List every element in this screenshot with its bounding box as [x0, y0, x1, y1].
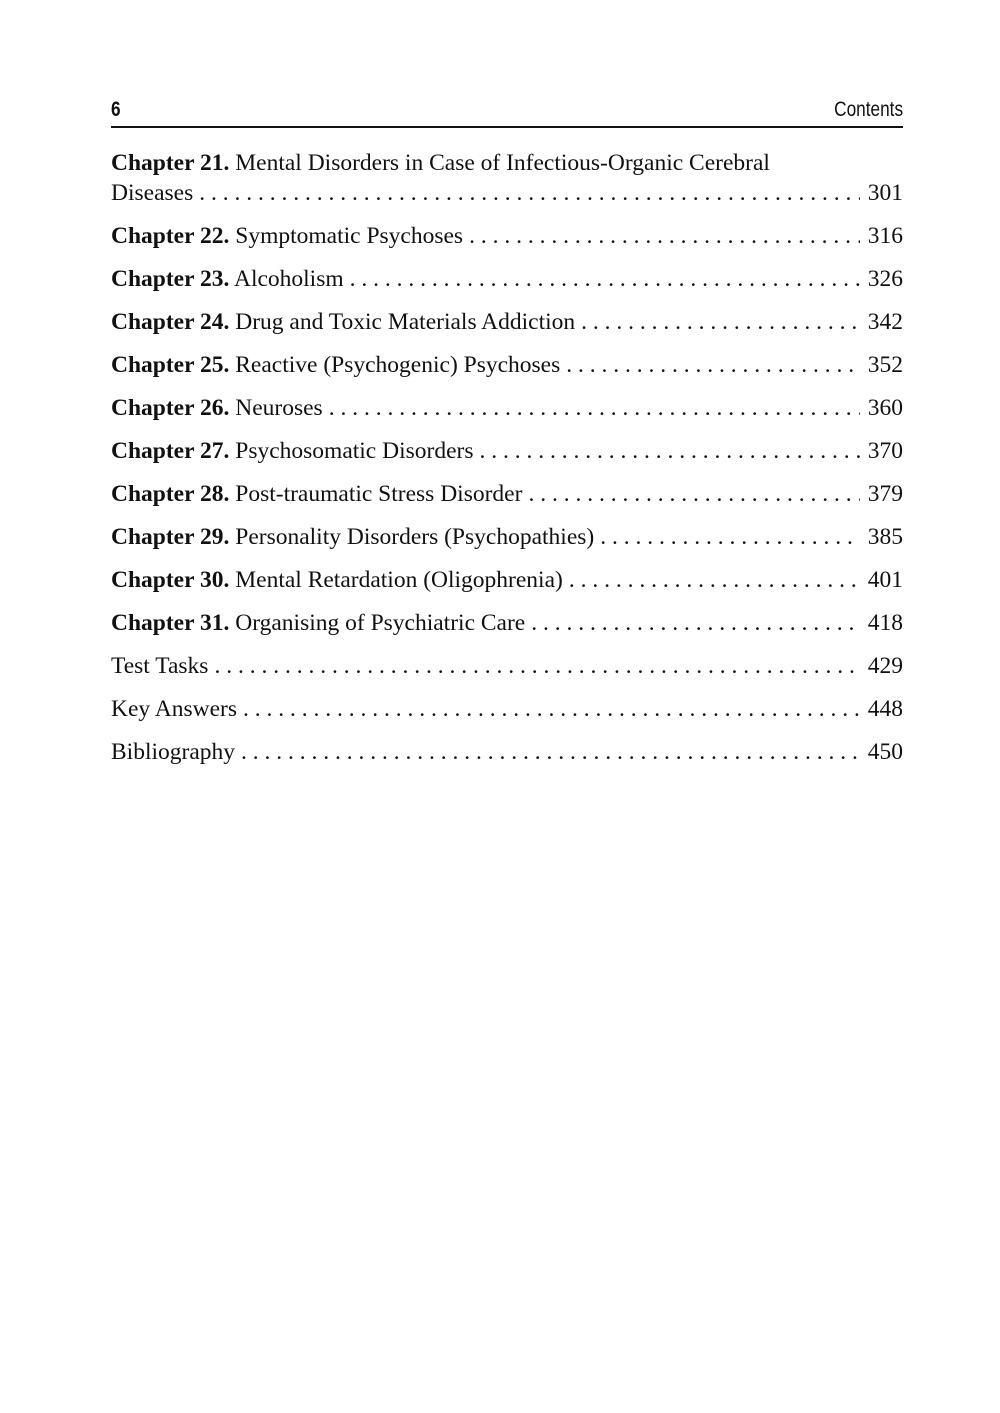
- toc-entry-page: 316: [867, 223, 903, 249]
- dot-leader: [214, 651, 859, 682]
- toc-entry-label: Chapter 26.: [111, 395, 230, 421]
- toc-entry-chapter-23[interactable]: [111, 264, 903, 295]
- toc-entry-page: 418: [867, 610, 903, 636]
- toc-entry-chapter-30[interactable]: [111, 565, 903, 596]
- toc-entry-chapter-25[interactable]: [111, 350, 903, 381]
- toc-entry-label: Chapter 24.: [111, 309, 230, 335]
- toc-entry-label: Chapter 21.: [111, 150, 230, 176]
- toc-entry-page: 342: [867, 309, 903, 335]
- toc-entry-title: Neuroses: [235, 395, 323, 421]
- toc-entry-page: 379: [867, 481, 903, 507]
- toc-entry-chapter-28[interactable]: [111, 479, 903, 510]
- toc-entry-title: Mental Retardation (Oligophrenia): [235, 567, 563, 593]
- dot-leader: [469, 221, 860, 252]
- toc-entry-title: Post-traumatic Stress Disorder: [235, 481, 523, 507]
- toc-entry-label: Chapter 31.: [111, 610, 230, 636]
- toc-entry-title: Psychosomatic Disorders: [235, 438, 474, 464]
- toc-entry-chapter-22[interactable]: [111, 221, 903, 252]
- toc-entry-label: Chapter 25.: [111, 352, 230, 378]
- toc-entry-page: 385: [867, 524, 903, 550]
- dot-leader: [480, 436, 860, 467]
- toc-entry-chapter-21[interactable]: [111, 148, 903, 209]
- toc-entry-title: Bibliography: [111, 739, 236, 765]
- dot-leader: [581, 307, 860, 338]
- dot-leader: [350, 264, 860, 295]
- toc-entry-page: 429: [867, 653, 903, 679]
- toc-entry-label: Chapter 30.: [111, 567, 230, 593]
- toc-entry-page: 450: [867, 739, 903, 765]
- toc-entry-page: 360: [867, 395, 903, 421]
- toc-entry-label: Chapter 27.: [111, 438, 230, 464]
- dot-leader: [600, 522, 860, 553]
- toc-entry-title: Personality Disorders (Psychopathies): [235, 524, 595, 550]
- toc-entry-label: Chapter 29.: [111, 524, 230, 550]
- toc-entry-label: Chapter 22.: [111, 223, 230, 249]
- toc-entry-page: 326: [867, 266, 903, 292]
- dot-leader: [569, 565, 860, 596]
- toc-entry-page: 301: [867, 180, 903, 206]
- toc-entry-second-line: [111, 178, 903, 209]
- running-title: Contents: [834, 98, 903, 121]
- toc-entry-page: 352: [867, 352, 903, 378]
- toc-entry-test-tasks[interactable]: [111, 651, 903, 682]
- toc-entry-title: Test Tasks: [111, 653, 209, 679]
- toc-entry-chapter-27[interactable]: [111, 436, 903, 467]
- toc-entry-chapter-29[interactable]: [111, 522, 903, 553]
- dot-leader: [241, 737, 860, 768]
- table-of-contents: [111, 148, 903, 780]
- toc-entry-key-answers[interactable]: [111, 694, 903, 725]
- toc-entry-title: Alcoholism: [233, 266, 344, 292]
- toc-entry-title-continued: Diseases: [111, 180, 194, 206]
- toc-entry-title: Reactive (Psychogenic) Psychoses: [235, 352, 561, 378]
- dot-leader: [566, 350, 859, 381]
- dot-leader: [329, 393, 860, 424]
- toc-entry-page: 448: [867, 696, 903, 722]
- toc-entry-bibliography[interactable]: [111, 737, 903, 768]
- dot-leader: [199, 178, 860, 209]
- page-header: [111, 96, 903, 128]
- toc-entry-title: Mental Disorders in Case of Infectious-Organic Cerebral: [235, 150, 770, 176]
- toc-entry-page: 401: [867, 567, 903, 593]
- toc-entry-title: Key Answers: [111, 696, 237, 722]
- toc-entry-title: Symptomatic Psychoses: [235, 223, 464, 249]
- dot-leader: [531, 608, 860, 639]
- toc-entry-page: 370: [867, 438, 903, 464]
- toc-entry-chapter-26[interactable]: [111, 393, 903, 424]
- toc-entry-label: Chapter 28.: [111, 481, 230, 507]
- dot-leader: [243, 694, 860, 725]
- page-number: 6: [111, 98, 121, 121]
- toc-entry-label: Chapter 23.: [111, 266, 230, 292]
- toc-entry-title: Drug and Toxic Materials Addiction: [235, 309, 576, 335]
- dot-leader: [528, 479, 859, 510]
- toc-entry-chapter-24[interactable]: [111, 307, 903, 338]
- toc-entry-chapter-31[interactable]: [111, 608, 903, 639]
- toc-entry-first-line: [111, 148, 903, 178]
- toc-entry-title: Organising of Psychiatric Care: [235, 610, 526, 636]
